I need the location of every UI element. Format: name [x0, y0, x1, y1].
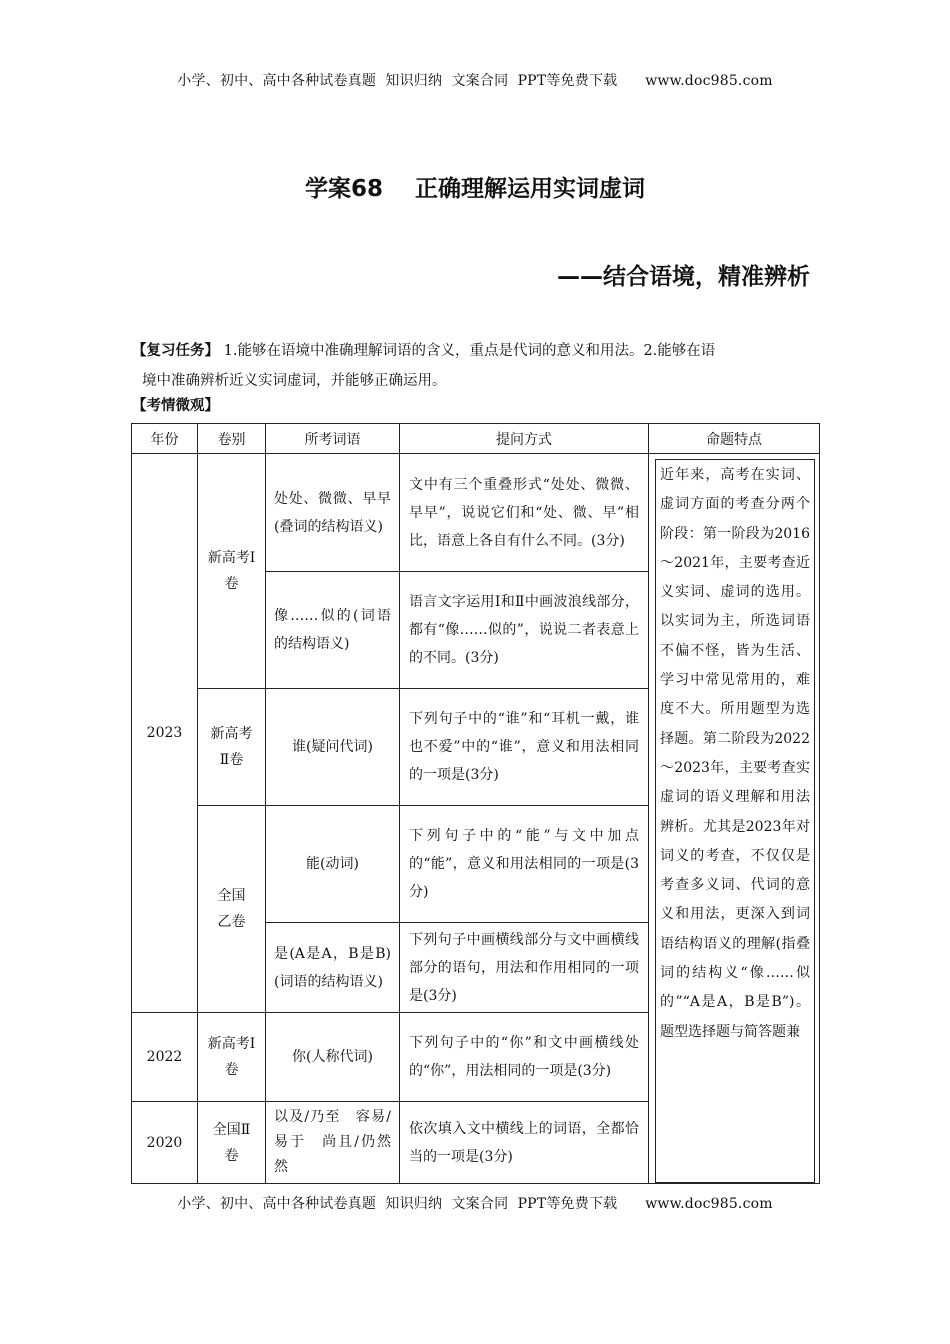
word-cell: 像……似的(词语的结构语义): [266, 572, 400, 689]
paper-name: 新高考Ⅰ卷: [207, 1036, 256, 1078]
question-cell: 下列句子中画横线部分与文中画横线部分的语句，用法和作用相同的一项是(3分): [400, 923, 649, 1013]
word-cell: 能(动词): [266, 806, 400, 923]
header-words: 所考词语: [266, 424, 400, 454]
header-year: 年份: [132, 424, 198, 454]
review-line-1: 1.能够在语境中准确理解词语的含义，重点是代词的意义和用法。2.能够在语: [219, 343, 716, 359]
review-label: 【复习任务】: [132, 343, 219, 359]
word-cell: 以及/乃至 容易/易于 尚且/仍然 然: [266, 1102, 400, 1184]
header-feature: 命题特点: [649, 424, 820, 454]
word-cell: 处处、微微、早早(叠词的结构语义): [266, 454, 400, 572]
exam-analysis-table: [131, 423, 820, 1184]
header-question: 提问方式: [400, 424, 649, 454]
review-line-2: 境中准确辨析近义实词虚词，并能够正确运用。: [142, 373, 447, 389]
paper-name: 全国Ⅱ卷: [212, 1121, 251, 1164]
kaoqing-label: 【考情微观】: [132, 398, 219, 414]
question-cell: 下列句子中的“你”和文中画横线处的“你”，用法相同的一项是(3分): [400, 1013, 649, 1102]
table-row: [132, 454, 820, 572]
word-cell: 是(A是A，B是B) (词语的结构语义): [266, 923, 400, 1013]
table-header-row: [132, 424, 820, 454]
review-tasks: [132, 336, 818, 396]
page-footer: 小学、初中、高中各种试卷真题 知识归纳 文案合同 PPT等免费下载 www.doc985.com: [177, 1196, 773, 1212]
question-cell: 文中有三个重叠形式“处处、微微、早早”，说说它们和“处、微、早”相比，语意上各自有什么不同。(3分): [400, 454, 649, 572]
paper-cell: [198, 1102, 266, 1184]
year-cell: 2020: [132, 1102, 198, 1184]
feature-cell: [649, 454, 820, 1184]
question-cell: 语言文字运用Ⅰ和Ⅱ中画波浪线部分，都有“像……似的”，说说二者表意上的不同。(3分): [400, 572, 649, 689]
question-cell: 下列句子中的“谁”和“耳机一戴，谁也不爱”中的“谁”，意义和用法相同的一项是(3分): [400, 689, 649, 806]
paper-cell: [198, 454, 266, 689]
paper-name: 全国乙卷: [217, 888, 246, 930]
question-cell: 依次填入文中横线上的词语，全都恰当的一项是(3分): [400, 1102, 649, 1184]
paper-name: 新高考Ⅱ卷: [210, 726, 253, 768]
year-cell: 2023: [132, 454, 198, 1013]
word-cell: 谁(疑问代词): [266, 689, 400, 806]
paper-cell: [198, 806, 266, 1013]
word-cell: 你(人称代词): [266, 1013, 400, 1102]
page-subtitle: ——结合语境，精准辨析: [557, 264, 810, 290]
paper-cell: [198, 689, 266, 806]
feature-text: 近年来，高考在实词、虚词方面的考查分两个阶段：第一阶段为2016～2021年，主要考查近义实词、虚词的选用。以实词为主，所选词语不偏不怪，皆为生活、学习中常见常用的，难度不大。所用题型为选择题。第二阶段为2022～2023年，主要考查实虚词的语义理解和用法辨析。尤其是2023年对词义的考查，不仅仅是考查多义词、代词的意义和用法，更深入到词语结构语义的理解(指叠词的结构义“像……似的”“A是A，B是B”)。题型选择题与简答题兼: [655, 459, 815, 1183]
question-cell: 下列句子中的“能”与文中加点的“能”，意义和用法相同的一项是(3分): [400, 806, 649, 923]
page-header: 小学、初中、高中各种试卷真题 知识归纳 文案合同 PPT等免费下载 www.doc985.com: [177, 73, 773, 89]
page-title: 学案68 正确理解运用实词虚词: [304, 176, 646, 202]
paper-name: 新高考Ⅰ卷: [207, 550, 256, 592]
paper-cell: [198, 1013, 266, 1102]
year-cell: 2022: [132, 1013, 198, 1102]
header-paper: 卷别: [198, 424, 266, 454]
